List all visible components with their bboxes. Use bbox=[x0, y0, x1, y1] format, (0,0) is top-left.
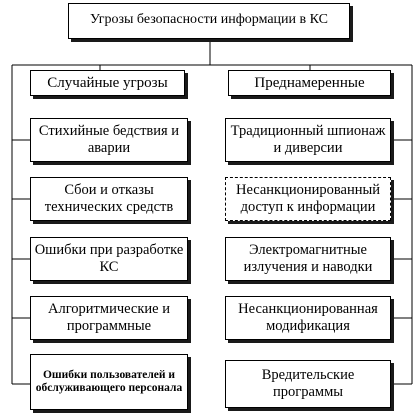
diagram-title bbox=[68, 3, 350, 39]
right-item-4 bbox=[225, 296, 391, 340]
right-item-4-label: Несанкционированная модификация bbox=[238, 300, 378, 334]
left-item-5-label: Ошибки пользователей и обслуживающего персонала bbox=[35, 368, 183, 394]
left-item-2 bbox=[30, 177, 188, 221]
right-item-2-label: Несанкционированный доступ к информации bbox=[235, 181, 381, 215]
left-item-3 bbox=[30, 237, 188, 281]
branch-right-header bbox=[228, 70, 391, 96]
left-item-2-label: Сбои и отказы технических средств bbox=[44, 181, 174, 215]
left-item-4-label: Алгоритмические и программные bbox=[48, 300, 170, 334]
right-item-5-label: Вредительские программы bbox=[261, 366, 355, 400]
left-item-4 bbox=[30, 296, 188, 340]
left-item-5 bbox=[30, 354, 188, 410]
right-item-3-label: Электромагнитные излучения и наводки bbox=[243, 241, 373, 275]
branch-left-header bbox=[30, 70, 185, 96]
right-item-1-label: Традиционный шпионаж и диверсии bbox=[230, 122, 386, 156]
diagram-title-text: Угрозы безопасности информации в КС bbox=[90, 12, 328, 27]
left-item-3-label: Ошибки при разработке КС bbox=[34, 241, 184, 275]
right-item-3 bbox=[225, 237, 391, 281]
right-item-5 bbox=[225, 360, 391, 408]
branch-right-label: Преднамеренные bbox=[254, 75, 365, 91]
right-item-1 bbox=[225, 118, 391, 162]
branch-left-label: Случайные угрозы bbox=[47, 75, 168, 91]
left-item-1 bbox=[30, 118, 188, 162]
right-item-2 bbox=[225, 177, 391, 221]
left-item-1-label: Стихийные бедствия и аварии bbox=[38, 122, 180, 156]
